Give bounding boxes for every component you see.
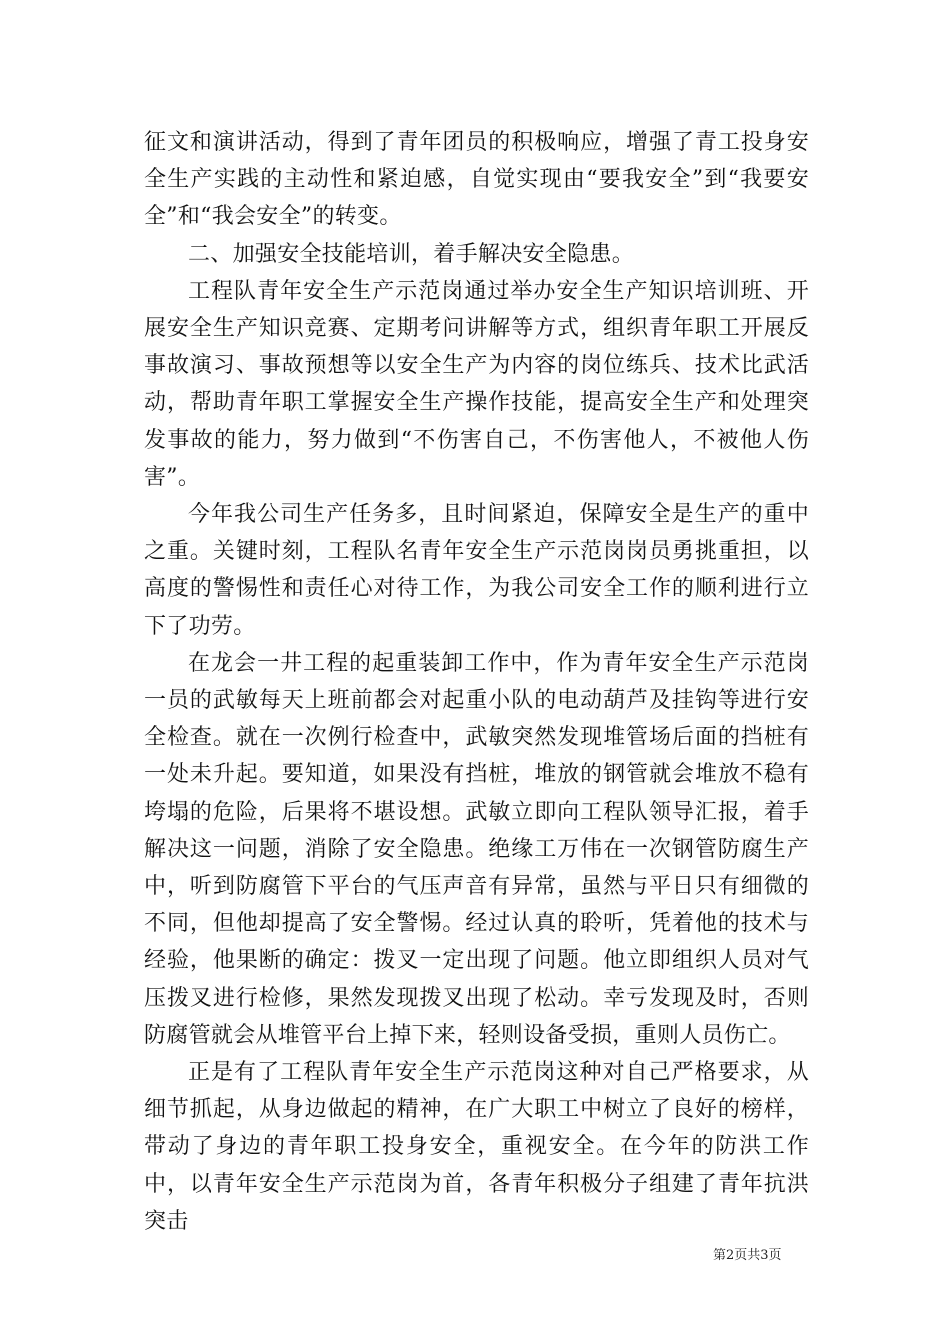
paragraph-5: 在龙会一井工程的起重装卸工作中，作为青年安全生产示范岗一员的武敏每天上班前都会对起重小队的电动葫芦及挂钩等进行安全检查。就在一次例行检查中，武敏突然发现堆管场后面的挡桩有一处未升起。要知道，如果没有挡桩，堆放的钢管就会堆放不稳有垮塌的危险，后果将不堪设想。武敏立即向工程队领导汇报，着手解决这一问题，消除了安全隐患。绝缘工万伟在一次钢管防腐生产中，听到防腐管下平台的气压声音有异常，虽然与平日只有细微的不同，但他却提高了安全警惕。经过认真的聆听，凭着他的技术与经验，他果断的确定：拨叉一定出现了问题。他立即组织人员对气压拨叉进行检修，果然发现拨叉出现了松动。幸亏发现及时，否则防腐管就会从堆管平台上掉下来，轻则设备受损，重则人员伤亡。	[144, 650, 809, 1048]
paragraph-1: 征文和演讲活动，得到了青年团员的积极响应，增强了青工投身安全生产实践的主动性和紧迫感，自觉实现由“要我安全”到“我要安全”和“我会安全”的转变。	[144, 130, 809, 230]
paragraph-section-heading: 二、加强安全技能培训，着手解决安全隐患。	[188, 241, 635, 267]
page-number-footer: 第2页共3页	[713, 1248, 782, 1263]
document-body	[144, 124, 809, 1240]
paragraph-6: 正是有了工程队青年安全生产示范岗这种对自己严格要求，从细节抓起，从身边做起的精神，在广大职工中树立了良好的榜样，带动了身边的青年职工投身安全，重视安全。在今年的防洪工作中，以青年安全生产示范岗为首，各青年积极分子组建了青年抗洪突击	[144, 1060, 809, 1234]
paragraph-3: 工程队青年安全生产示范岗通过举办安全生产知识培训班、开展安全生产知识竞赛、定期考问讲解等方式，组织青年职工开展反事故演习、事故预想等以安全生产为内容的岗位练兵、技术比武活动，帮助青年职工掌握安全生产操作技能，提高安全生产和处理突发事故的能力，努力做到“不伤害自己，不伤害他人，不被他人伤害”。	[144, 278, 809, 490]
paragraph-4: 今年我公司生产任务多，且时间紧迫，保障安全是生产的重中之重。关键时刻，工程队名青年安全生产示范岗岗员勇挑重担，以高度的警惕性和责任心对待工作，为我公司安全工作的顺利进行立下了功劳。	[144, 502, 809, 639]
